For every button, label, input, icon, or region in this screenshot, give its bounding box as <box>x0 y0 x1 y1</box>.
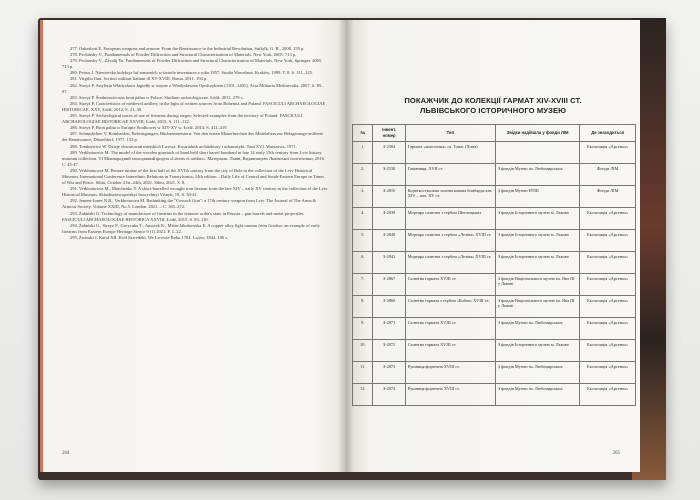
table-row <box>353 273 636 295</box>
cell-inventory: З-2839 <box>373 207 405 229</box>
cell-location: Експозиція «Арсенал» <box>580 339 636 361</box>
cell-source: З фондів Історичного музею м. Львова <box>495 207 579 229</box>
reference-entry: 291. Verkhoturova M., Marchenko Y. A short-barrelled wrought iron firearm from the late XIV – early XV century in the collection of the Lviv Historical Museum. Skhodnoievropeiskyi Istorychnyi Visnyk, 19, S. 30-41. <box>62 186 328 198</box>
table-row <box>353 317 636 339</box>
reference-entry: 289. Verkhoturova M. The model of the wooden gunstock of hand held short barrel bombard in late 14 early 15th century from Lviv history museum collection. VI Міжнародний молодіжний форум «Litteris et artibus». Матеріали. Львів, Видавництво Львівської політехніки, 2016. С. 45-47. <box>62 149 326 167</box>
header-location: Де знаходиться <box>580 125 636 142</box>
cell-number: 5. <box>353 229 373 251</box>
right-page <box>346 20 640 472</box>
cell-location: Експозиція «Арсенал» <box>580 207 636 229</box>
table-row <box>353 339 636 361</box>
reference-entry: 282. Strzyż P. Artyleria Władysława Jagiełły w wojnie z Władysławem Opolczykiem (1391–1401). Acta Militaria Mediaevalia. 2007. S. 85–97. <box>62 82 324 94</box>
cell-number: 9. <box>353 317 373 339</box>
cell-inventory: З-2874 <box>373 383 405 405</box>
cell-type: Гаківниця, XVII ст. <box>405 163 495 185</box>
cell-type: Мортира салютна з гербом Шептицьких <box>405 207 495 229</box>
cell-source: З фондів Історичного музею м. Львова <box>495 251 579 273</box>
table-row <box>353 361 636 383</box>
cell-inventory: З-2871 <box>373 317 405 339</box>
cell-inventory: З-2873 <box>373 361 405 383</box>
reference-entry: 279. Pecharsky V., Zavalij Yu. Fundamentals of Powder Diffraction and Structural Characterization of Materials. New York, Springer. 2005. 713 p. <box>62 58 323 70</box>
table-row <box>353 295 636 317</box>
cell-location: Експозиція «Арсенал» <box>580 141 636 163</box>
cell-number: 3. <box>353 185 373 207</box>
cell-source: З фондів Музею ім. Любомирських <box>495 317 579 339</box>
cell-type: Мортира салютна з гербом «Леліва» XVIII ст. <box>405 251 495 273</box>
cell-number: 12. <box>353 383 373 405</box>
left-page-number: 264 <box>62 451 70 456</box>
left-page <box>40 20 346 472</box>
cell-location: Експозиція «Арсенал» <box>580 383 636 405</box>
cell-location: Експозиція «Арсенал» <box>580 317 636 339</box>
table-row <box>353 229 636 251</box>
right-page-number: 265 <box>612 451 620 456</box>
cell-number: 8. <box>353 295 373 317</box>
cell-inventory: З-2810 <box>373 185 405 207</box>
cell-number: 11. <box>353 361 373 383</box>
reference-entry: 288. Tomkiewicz W. Dzieje obwarowań miejskich Lwowa. Kwartalnik architektury i urbanistyki. Tom XVI. Warszawa, 1971. <box>70 143 297 149</box>
cell-number: 6. <box>353 251 373 273</box>
cell-number: 10. <box>353 339 373 361</box>
cell-source: З фондів Музею НТШ <box>495 185 579 207</box>
cell-type: Короткоствольна залізна кована бомбарда кін. XIV – поч. XV ст. <box>405 185 495 207</box>
cell-type: Салютна гармата з гербом «Бойча» XVIII ст. <box>405 295 495 317</box>
cell-source: З фондів Музею ім. Любомирських <box>495 163 579 185</box>
reference-entry: 284. Strzyż P. Caracteristics of medieval artillery in the light of written sources from Bohemia and Poland. FASCICULI ARCHAEOLOGIAE HISTORICAE, XXV, Łódź, 2012. S. 21–30. <box>62 100 326 112</box>
cell-location: Експозиція «Арсенал» <box>580 361 636 383</box>
cell-number: 1. <box>353 141 373 163</box>
cell-location: Експозиція «Арсенал» <box>580 273 636 295</box>
table-row <box>353 383 636 405</box>
header-type: Тип <box>405 125 495 142</box>
cell-source: З фондів Національного музею ім. Яна III у Львові <box>495 295 579 317</box>
cell-inventory: З-2530 <box>373 163 405 185</box>
reference-entry: 280. Petrus J. Niewierska kolekcja luf armatnich w świetle inwentarza z roku 1857. Studia Wawelana. Kraków, 1999. T. 8. S. 111–125. <box>70 70 313 76</box>
reference-entry: 295. Żwinski J. Karol XII. Król Szwedzki. We Lwowie Roku 1704. Lwów, 1842. 100 s. <box>70 234 229 240</box>
book-gutter <box>338 20 354 472</box>
cell-inventory: З-2841 <box>373 251 405 273</box>
reference-entry: 283. Strzyż P. Średniowieczna broń palna w Polsce. Studium archeologiczne. Łódź. 2011. 278 s. <box>70 94 244 100</box>
cell-type: Гармата «апостолка» св. Томас (Хома) <box>405 141 495 163</box>
cell-number: 2. <box>353 163 373 185</box>
reference-entry: 278. Pecharsky V., Fundamentals of Powder Diffraction and Structural Characterization of Materials. New York, 2005. 713 p. <box>70 52 297 58</box>
cell-source <box>495 141 579 163</box>
reference-entry: 293. Żabiński G. Technology of manufacture of firearms in the teutonic order's state in Prussia – gun barrels and metal projectiles. FASCICULI ARCHAEOLOGIAE HISTORICA XXVIII, Łódź, 2015. S. 83–110. <box>62 210 305 222</box>
cell-source: З фондів Історичного музею м. Львова <box>495 339 579 361</box>
reference-entry: 292. Jenzen-Jones N.R., Verkhoturova M. Rethinking the "Cossack Gun": a 17th century weapon from Lviv. The Journal of The Arms & Armour Society. Volume XXIII, No.5. London. 2021. – С. 365–372. <box>62 198 317 210</box>
table-body <box>353 141 636 405</box>
table-header-row <box>353 125 636 142</box>
reference-entry: 286. Strzyż P. Broń palna w Europie Środkowej w XIV-XV w. Łódź. 2014. S. 411–419. <box>70 125 228 131</box>
cell-inventory: З-2868 <box>373 295 405 317</box>
reference-entry: 277. Oakeshott E. European weapons and armour: From the Renaissance to the Industrial Revolution, Suffolk, G. B., 2000. 155 p. <box>70 46 305 51</box>
header-source: Звідки надійшла у фонди ЛІМ <box>495 125 579 142</box>
cell-location: Фонди ЛІМ <box>580 185 636 207</box>
title-line-1: ПОКАЖЧИК ДО КОЛЕКЦІЇ ГАРМАТ XIV-XVIII СТ. <box>404 96 582 105</box>
cell-location: Фонди ЛІМ <box>580 163 636 185</box>
cell-source: З фондів Національного музею ім. Яна III у Львові <box>495 273 579 295</box>
table-row <box>353 251 636 273</box>
reference-entry: 281. Virgilio Ilari. Scritori militari Italiani dl XV-XVIII. Roma. 2011. 194 p. <box>70 76 208 82</box>
cell-number: 4. <box>353 207 373 229</box>
table-row <box>353 141 636 163</box>
cell-source: З фондів Музею ім. Любомирських <box>495 361 579 383</box>
cell-location: Експозиція «Арсенал» <box>580 251 636 273</box>
header-number: № <box>353 125 373 142</box>
cell-type: Мортира салютна з гербом «Леліва» XVIII ст. <box>405 229 495 251</box>
cell-type: Рушниця фортечна XVIII ст. <box>405 361 495 383</box>
cell-type: Салютна гармата XVIII ст. <box>405 317 495 339</box>
cell-source: З фондів Музею ім. Любомирських <box>495 383 579 405</box>
cell-inventory: З-2384 <box>373 141 405 163</box>
cell-type: Салютна гармата XVIII ст. <box>405 339 495 361</box>
reference-entry: 294. Żabiński G., Strzyż P., Gorycuka T., Ansotek K., Miśta-Jakubowska E. A copper alloy light cannon from Grodno: an example of early firearms from Eastern Europe Heritage Sience 9 (1) 2021. P. 1–22. <box>62 222 320 234</box>
reference-list <box>62 46 328 241</box>
reference-entry: 287. Schmidtchen V. Bombarden, Befestigungen, Büchsenmeistern: Von den ersten Mauerbrechen des Mittelalters zur Belagerungs-artillerie der Renaissance, Düsseldorf, 1977. 153 p. <box>62 131 324 143</box>
cell-type: Рушниця фортечна XVIII ст. <box>405 383 495 405</box>
cell-location: Експозиція «Арсенал» <box>580 295 636 317</box>
page-title <box>364 96 622 116</box>
cell-inventory: З-2872 <box>373 339 405 361</box>
reference-entry: 290. Verkhoturova M. Bronze mortar of the first half of the XVIth century from the city of Belz in the collection of the Lviv Historical Museum. International Conference Interethnic Relations in Transylvania, 14th edition – Daily Life of Central and South-Eastern Europe in Times of War and Peace. Sibiu, October 21st–24th, 2021. Sibiu, 2021. S. 8. <box>62 167 324 186</box>
cell-inventory: З-2867 <box>373 273 405 295</box>
cell-inventory: З-2840 <box>373 229 405 251</box>
table-row <box>353 163 636 185</box>
cannon-index-table <box>352 124 636 406</box>
header-inventory: Інвент. номер <box>373 125 405 142</box>
reference-entry: 285. Strzyż P. Archeological traces of use of firearms during sieges: Selected examples from the territory of Poland. FASCICULI ARCHAEOLOGIAE HISTORICAE XXVIII, Łódź, 2015. S. 111–122. <box>62 113 303 125</box>
title-line-2: ЛЬВІВСЬКОГО ІСТОРИЧНОГО МУЗЕЮ <box>419 106 567 115</box>
table-row <box>353 185 636 207</box>
cell-source: З фондів Історичного музею м. Львова <box>495 229 579 251</box>
cell-number: 7. <box>353 273 373 295</box>
table-row <box>353 207 636 229</box>
cell-location: Експозиція «Арсенал» <box>580 229 636 251</box>
cell-type: Салютна гармата XVIII ст. <box>405 273 495 295</box>
